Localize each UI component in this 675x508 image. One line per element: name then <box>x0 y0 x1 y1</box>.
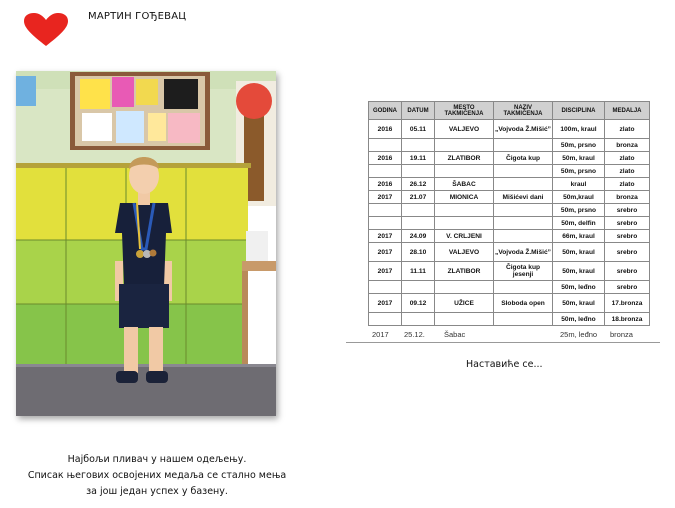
table-cell <box>369 139 402 152</box>
table-row <box>369 139 650 152</box>
table-row <box>369 217 650 230</box>
header-cell: DATUM <box>402 102 435 120</box>
header-cell: NAZIV TAKMIČENJA <box>494 102 553 120</box>
table-cell: 50m, leđno <box>553 281 605 294</box>
table-cell <box>494 178 553 191</box>
table-cell <box>494 165 553 178</box>
continue-text: Наставиће се... <box>466 359 543 370</box>
table-cell <box>402 139 435 152</box>
table-cell: zlato <box>605 165 650 178</box>
table-cell <box>435 217 494 230</box>
table-cell: 50m, prsno <box>553 204 605 217</box>
table-cell <box>494 139 553 152</box>
table-cell: 11.11 <box>402 262 435 281</box>
table-cell: VALJEVO <box>435 243 494 262</box>
table-cell: MIONICA <box>435 191 494 204</box>
table-cell: 50m, kraul <box>553 243 605 262</box>
table-row <box>369 191 650 204</box>
divider <box>346 342 660 343</box>
table-cell: V. CRLJENI <box>435 230 494 243</box>
table-cell <box>435 139 494 152</box>
table-cell: 50m, prsno <box>553 165 605 178</box>
table-header-row <box>369 102 650 120</box>
table-cell: Mišićevi dani <box>494 191 553 204</box>
table-cell: 50m, kraul <box>553 262 605 281</box>
table-cell: 2016 <box>369 120 402 139</box>
table-cell: 50m, prsno <box>553 139 605 152</box>
table-cell: 18.bronza <box>605 313 650 326</box>
table-row <box>369 152 650 165</box>
caption <box>18 452 296 500</box>
table-row <box>369 204 650 217</box>
table-row <box>369 165 650 178</box>
table-cell: Sloboda open <box>494 294 553 313</box>
heart-icon <box>24 13 68 47</box>
table-cell: 50m, kraul <box>553 294 605 313</box>
table-cell: 2017 <box>369 262 402 281</box>
table-cell: 2017 <box>369 243 402 262</box>
table-cell: srebro <box>605 243 650 262</box>
table-row <box>369 120 650 139</box>
table-cell <box>402 281 435 294</box>
table-cell <box>369 217 402 230</box>
table-cell: 50m, kraul <box>553 152 605 165</box>
table-cell: 2016 <box>369 178 402 191</box>
table-cell <box>369 165 402 178</box>
table-cell: 09.12 <box>402 294 435 313</box>
table-cell: srebro <box>605 281 650 294</box>
table-cell: Čigota kup <box>494 152 553 165</box>
table-row <box>369 178 650 191</box>
table-cell <box>494 281 553 294</box>
caption-line-2: Списак његових освојених медаља се стално мења <box>27 470 287 481</box>
table-cell: srebro <box>605 230 650 243</box>
table-cell <box>435 165 494 178</box>
table-cell: ZLATIBOR <box>435 152 494 165</box>
table-cell: bronza <box>605 139 650 152</box>
table-cell: 2016 <box>369 152 402 165</box>
header-cell: MESTO TAKMIČENJA <box>435 102 494 120</box>
table-cell: 2017 <box>369 294 402 313</box>
table-cell: UŽICE <box>435 294 494 313</box>
table-cell: „Vojvoda Ž.Mišić” <box>494 243 553 262</box>
table-cell: srebro <box>605 217 650 230</box>
student-name: МАРТИН ГОЂЕВАЦ <box>88 11 187 22</box>
table-cell <box>369 204 402 217</box>
table-cell: 50m, leđno <box>553 313 605 326</box>
table-cell: 24.09 <box>402 230 435 243</box>
table-cell <box>402 204 435 217</box>
table-cell: 100m, kraul <box>553 120 605 139</box>
table-cell: 28.10 <box>402 243 435 262</box>
table-cell: 50m, delfin <box>553 217 605 230</box>
table-cell <box>494 204 553 217</box>
table-cell: 2017 <box>369 191 402 204</box>
table-row <box>369 294 650 313</box>
table-cell <box>369 281 402 294</box>
table-cell <box>494 230 553 243</box>
table-cell: zlato <box>605 178 650 191</box>
table-cell: 66m, kraul <box>553 230 605 243</box>
table-row <box>369 262 650 281</box>
table-cell <box>402 165 435 178</box>
table-cell: ŠABAC <box>435 178 494 191</box>
table-cell <box>494 313 553 326</box>
medals-table <box>368 101 650 326</box>
table-cell: kraul <box>553 178 605 191</box>
table-cell: 26.12 <box>402 178 435 191</box>
table-cell: 25m, leđno <box>560 330 598 339</box>
table-cell <box>435 281 494 294</box>
table-cell: „Vojvoda Ž.Mišić” <box>494 120 553 139</box>
table-cell <box>402 217 435 230</box>
table-cell: VALJEVO <box>435 120 494 139</box>
table-cell <box>435 204 494 217</box>
table-row <box>369 230 650 243</box>
table-cell <box>435 313 494 326</box>
table-cell <box>369 313 402 326</box>
table-cell: srebro <box>605 262 650 281</box>
table-row <box>369 281 650 294</box>
header-cell: MEDALJA <box>605 102 650 120</box>
table-cell: Šabac <box>444 330 466 339</box>
table-cell: Čigota kup jesenji <box>494 262 553 281</box>
student-photo <box>16 71 276 416</box>
caption-line-3: за још један успех у базену. <box>86 486 228 497</box>
table-cell: ZLATIBOR <box>435 262 494 281</box>
table-cell: 50m,kraul <box>553 191 605 204</box>
table-row <box>369 243 650 262</box>
table-cell: zlato <box>605 152 650 165</box>
table-row <box>369 313 650 326</box>
table-cell <box>494 217 553 230</box>
table-cell: 19.11 <box>402 152 435 165</box>
table-cell: 21.07 <box>402 191 435 204</box>
table-cell: srebro <box>605 204 650 217</box>
table-cell: 2017 <box>372 330 389 339</box>
table-cell: bronza <box>605 191 650 204</box>
table-cell: zlato <box>605 120 650 139</box>
table-row-extra <box>346 330 660 342</box>
header-cell: DISCIPLINA <box>553 102 605 120</box>
table-cell: bronza <box>610 330 633 339</box>
table-cell: 25.12. <box>404 330 425 339</box>
header-cell: GODINA <box>369 102 402 120</box>
table-cell <box>402 313 435 326</box>
table-cell: 05.11 <box>402 120 435 139</box>
table-cell: 17.bronza <box>605 294 650 313</box>
table-cell: 2017 <box>369 230 402 243</box>
caption-line-1: Најбољи пливач у нашем одељењу. <box>67 454 247 465</box>
